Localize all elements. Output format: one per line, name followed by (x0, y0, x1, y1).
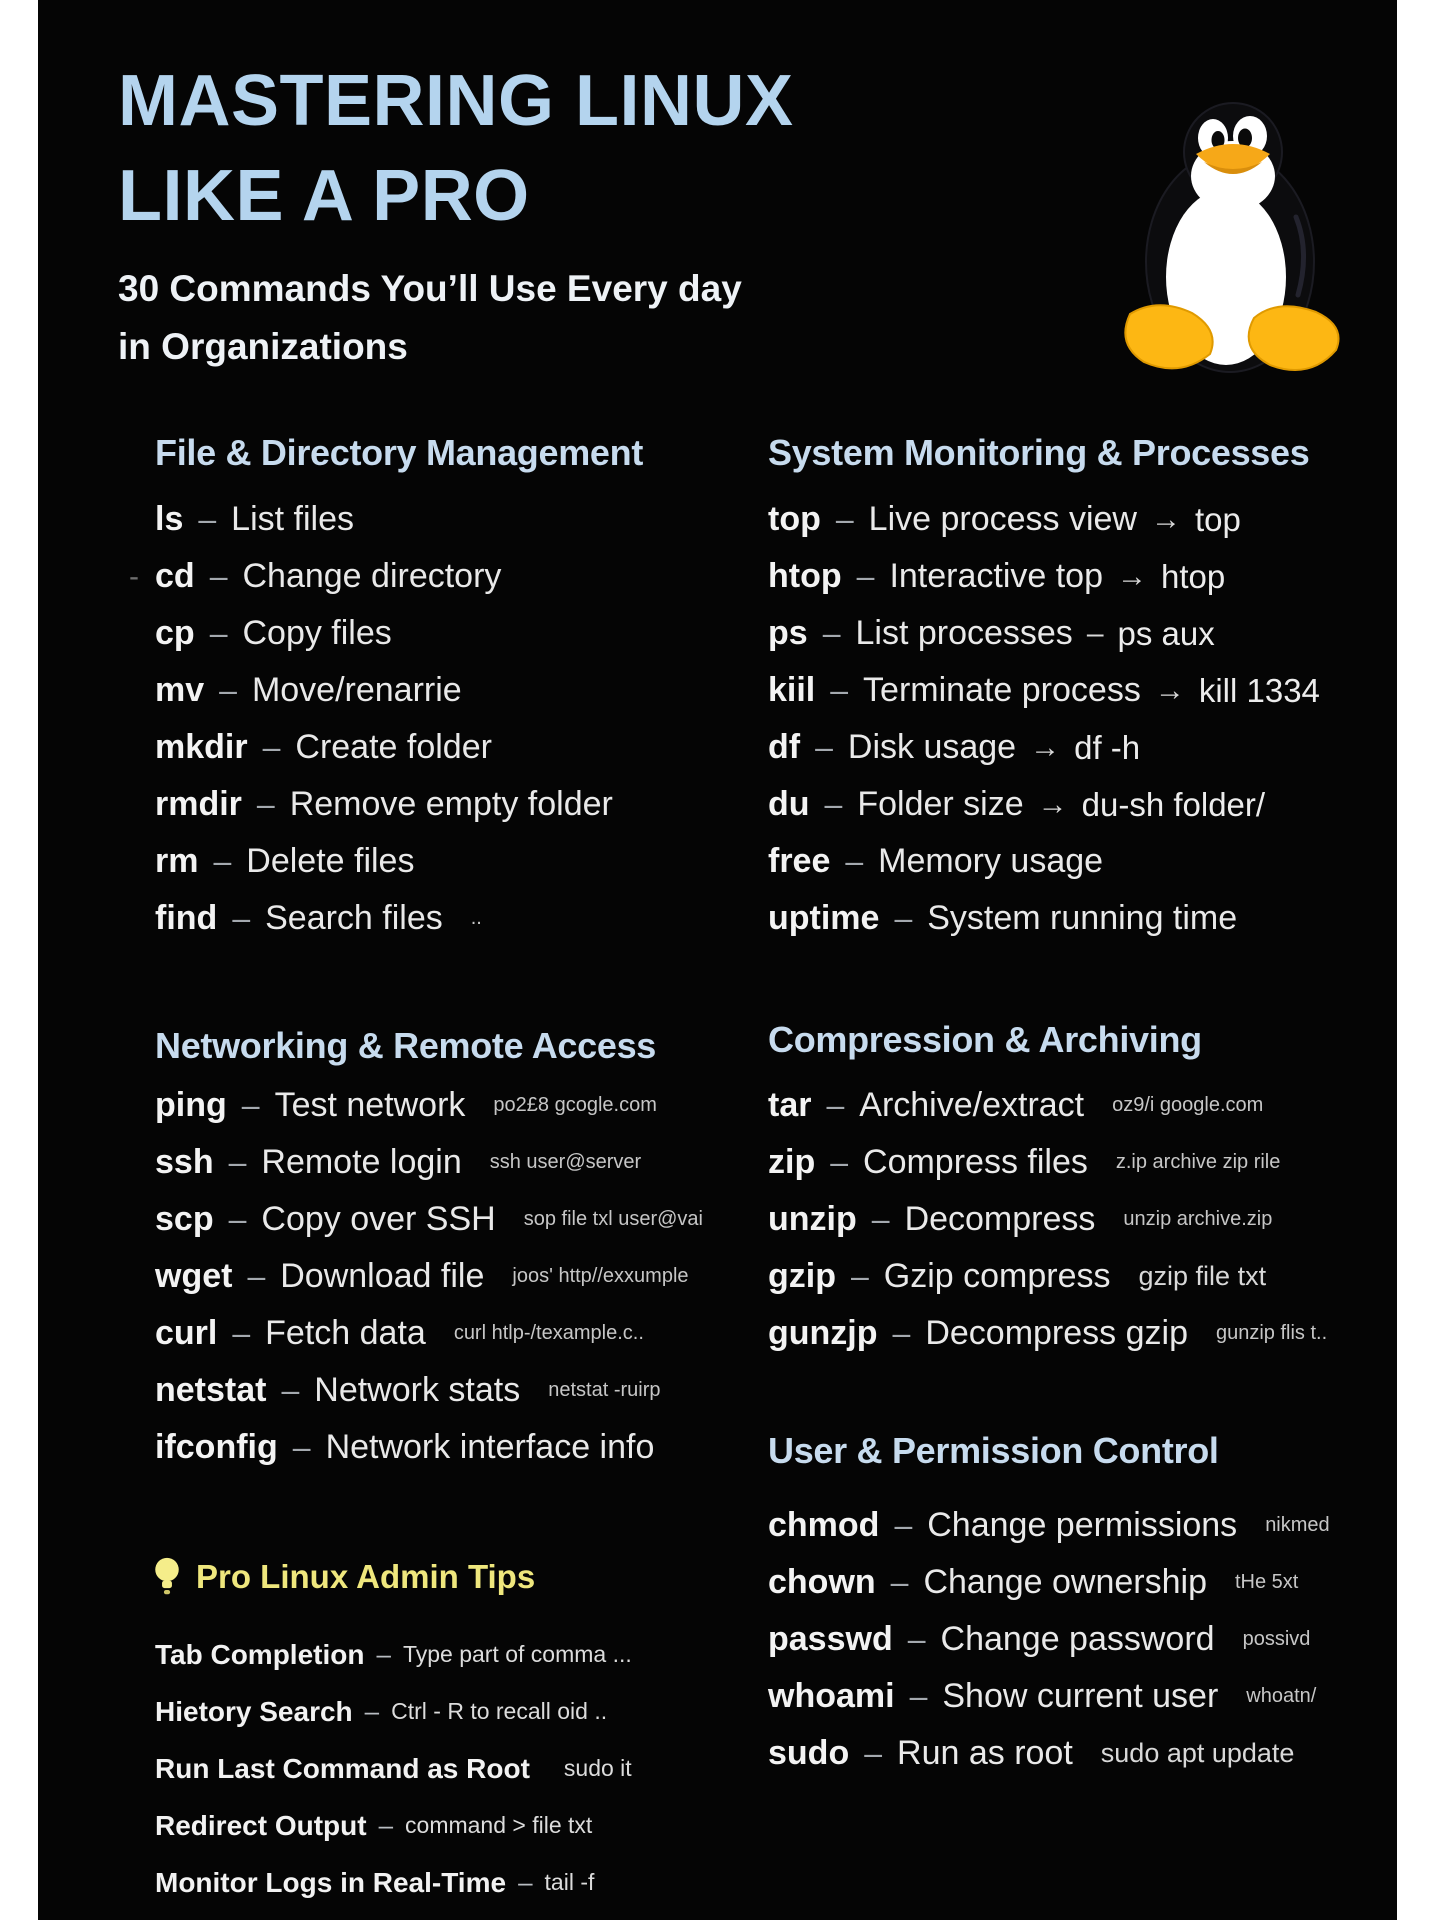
tip-label: Monitor Logs in Real-Time (155, 1866, 507, 1898)
dash-separator: – (909, 1678, 928, 1714)
tip-label: Redirect Output (155, 1809, 367, 1841)
command-usage: ps aux (1117, 614, 1215, 652)
dash-separator: – (894, 900, 913, 936)
section-title-compression: Compression & Archiving (768, 1019, 1202, 1060)
dash-separator: – (890, 1564, 909, 1600)
command-name: find (155, 899, 218, 937)
section-system-monitoring-rows (768, 491, 1320, 947)
command-name: curl (155, 1314, 218, 1352)
command-description: Copy files (242, 614, 392, 652)
linux-commands-poster (38, 0, 1397, 1920)
command-description: Copy over SSH (261, 1200, 496, 1238)
dash-separator: – (815, 729, 833, 765)
command-row (768, 1305, 1327, 1362)
dash-separator: – (830, 1144, 849, 1180)
command-row (155, 605, 613, 662)
command-prefix: - (129, 559, 139, 593)
command-name: rm (155, 842, 199, 880)
command-name: passwd (768, 1620, 893, 1658)
command-name: netstat (155, 1371, 267, 1409)
title-line-1: MASTERING LINUX (118, 61, 794, 141)
tip-row (155, 1797, 632, 1854)
tux-penguin-icon (1118, 92, 1348, 374)
dash-separator: – (232, 1315, 251, 1351)
command-description: Move/renarrie (251, 671, 462, 709)
command-description: Search files (265, 899, 443, 937)
command-row (768, 1134, 1327, 1191)
arrow-symbol: → (1037, 787, 1068, 821)
dash-separator: – (864, 1735, 883, 1771)
tip-label: Tab Completion (155, 1638, 365, 1670)
command-row (155, 1305, 703, 1362)
command-example: gunzip flis t.. (1215, 1322, 1328, 1344)
dash-separator: – (198, 501, 217, 537)
dash-separator: – (213, 843, 232, 879)
dash-separator: – (871, 1201, 890, 1237)
command-row (768, 833, 1320, 890)
command-description: Gzip compress (883, 1257, 1111, 1295)
dash-separator: – (228, 1201, 247, 1237)
subtitle-line-2: in Organizations (118, 326, 408, 367)
command-row (768, 1077, 1327, 1134)
dash-separator: – (209, 558, 228, 594)
command-name: ssh (155, 1143, 214, 1181)
dash-separator: – (376, 1639, 391, 1669)
command-example: whoatn/ (1246, 1685, 1317, 1707)
command-name: ls (155, 500, 184, 538)
command-name: whoami (768, 1677, 895, 1715)
command-name: unzip (768, 1200, 857, 1238)
command-name: du (768, 785, 810, 823)
dash-separator: – (256, 786, 275, 822)
title-line-2: LIKE A PRO (118, 156, 530, 236)
section-networking-rows (155, 1077, 703, 1476)
arrow-symbol: → (1154, 673, 1185, 707)
section-file-directory-rows (129, 491, 613, 947)
dash-separator: – (845, 843, 864, 879)
command-name: zip (768, 1143, 816, 1181)
command-row (155, 1248, 703, 1305)
command-row (768, 548, 1320, 605)
dash-separator: – (850, 1258, 869, 1294)
command-name: rmdir (155, 785, 242, 823)
command-row (155, 662, 613, 719)
page-subtitle (118, 260, 742, 376)
command-row (768, 1191, 1327, 1248)
section-compression-rows (768, 1077, 1327, 1362)
command-example: oz9/i google.com (1112, 1094, 1264, 1116)
lightbulb-icon (152, 1556, 182, 1598)
command-row (768, 662, 1320, 719)
command-usage: du-sh folder/ (1081, 785, 1266, 823)
command-example: ssh user@server (489, 1151, 642, 1173)
tip-row (155, 1683, 632, 1740)
command-example: tHe 5xt (1235, 1571, 1299, 1593)
command-description: Archive/extract (859, 1086, 1085, 1124)
command-name: free (768, 842, 831, 880)
command-row (155, 491, 613, 548)
command-description: Disk usage (847, 728, 1017, 766)
command-description: Network interface info (325, 1428, 655, 1466)
command-name: mkdir (155, 728, 248, 766)
command-description: Delete files (246, 842, 415, 880)
command-example: po2£8 gcogle.com (493, 1094, 657, 1116)
command-row (768, 1725, 1330, 1782)
page-margin-right (1397, 0, 1440, 1920)
command-name: gunzjp (768, 1314, 878, 1352)
dash-separator: – (219, 672, 237, 708)
command-description: Network stats (314, 1371, 521, 1409)
arrow-symbol: → (1117, 559, 1147, 593)
dash-separator: – (518, 1867, 533, 1897)
tips-heading (152, 1556, 535, 1598)
command-row (155, 1191, 703, 1248)
command-name: mv (155, 671, 205, 709)
dash-separator: – (907, 1621, 926, 1657)
command-name: uptime (768, 899, 880, 937)
arrow-symbol: → (1030, 730, 1061, 764)
command-name: top (768, 500, 821, 538)
command-example: curl htlp-/texample.c.. (453, 1322, 644, 1344)
command-row (155, 833, 613, 890)
dash-separator: – (364, 1696, 380, 1726)
command-description: Remove empty folder (289, 785, 613, 823)
command-example: joos' http//exxumple (512, 1265, 689, 1287)
subtitle-line-1: 30 Commands You’ll Use Every day (118, 268, 742, 309)
dash-separator: – (262, 729, 281, 765)
command-name: cp (155, 614, 195, 652)
command-usage: top (1195, 500, 1241, 538)
dash-separator: – (247, 1258, 266, 1294)
command-row (155, 1134, 703, 1191)
dash-separator: – (228, 1144, 247, 1180)
dash-separator: – (822, 615, 841, 651)
command-description: Live process view (868, 500, 1137, 538)
command-row (155, 1077, 703, 1134)
command-name: ps (768, 614, 808, 652)
command-description: Change permissions (927, 1506, 1238, 1544)
dash-separator: – (292, 1429, 311, 1465)
command-description: Folder size (857, 785, 1024, 823)
dash-separator: – (241, 1087, 260, 1123)
command-description: Change password (940, 1620, 1215, 1658)
command-description: Compress files (863, 1143, 1088, 1181)
command-name: ifconfig (155, 1428, 278, 1466)
page-margin-left (0, 0, 38, 1920)
dash-separator: – (856, 558, 875, 594)
command-description: Terminate process (863, 671, 1141, 709)
tip-row (155, 1626, 632, 1683)
command-name: htop (768, 557, 842, 595)
command-example: sop file txl user@vai (523, 1208, 703, 1230)
command-row (129, 548, 613, 605)
tips-title: Pro Linux Admin Tips (196, 1558, 536, 1595)
command-description: Fetch data (265, 1314, 426, 1352)
command-usage: df -h (1074, 728, 1141, 766)
command-name: sudo (768, 1734, 850, 1772)
command-example: unzip archive.zip (1123, 1208, 1273, 1230)
command-usage: kill 1334 (1198, 671, 1320, 709)
dash-separator: – (824, 786, 843, 822)
command-row (155, 1419, 703, 1476)
command-description: Memory usage (878, 842, 1104, 880)
command-row (768, 890, 1320, 947)
section-title-file-directory: File & Directory Management (155, 432, 644, 473)
command-name: gzip (768, 1257, 836, 1295)
command-description: Test network (274, 1086, 466, 1124)
command-row (155, 890, 613, 947)
command-name: tar (768, 1086, 812, 1124)
command-row (768, 1668, 1330, 1725)
command-row (155, 1362, 703, 1419)
command-description: Create folder (295, 728, 492, 766)
arrow-symbol: → (1151, 502, 1181, 536)
command-row (768, 719, 1320, 776)
command-example: .. (470, 907, 482, 929)
tip-description: sudo it (563, 1755, 632, 1781)
command-description: List files (231, 500, 354, 538)
tip-label: Run Last Command as Root (155, 1752, 530, 1784)
command-row (155, 776, 613, 833)
command-row (768, 491, 1320, 548)
command-row (768, 1497, 1330, 1554)
command-name: scp (155, 1200, 214, 1238)
command-row (768, 1611, 1330, 1668)
command-example: gzip file txt (1138, 1261, 1267, 1291)
command-description: Change directory (242, 557, 502, 595)
tip-description: command > file txt (405, 1812, 593, 1838)
tip-description: Type part of comma ... (402, 1641, 632, 1667)
command-name: chmod (768, 1506, 880, 1544)
command-name: kiil (768, 671, 816, 709)
command-usage: htop (1161, 557, 1226, 595)
arrow-symbol: – (1086, 616, 1104, 650)
command-name: cd (155, 557, 195, 595)
tip-row (155, 1854, 632, 1911)
command-description: Show current user (942, 1677, 1219, 1715)
command-example: netstat -ruirp (548, 1379, 661, 1401)
section-title-user-permission: User & Permission Control (768, 1430, 1219, 1471)
command-example: possivd (1242, 1628, 1311, 1650)
tip-label: Hietory Search (155, 1695, 353, 1727)
command-description: Remote login (261, 1143, 462, 1181)
command-description: Download file (280, 1257, 485, 1295)
command-description: Decompress gzip (925, 1314, 1188, 1352)
dash-separator: – (232, 900, 251, 936)
command-name: wget (155, 1257, 233, 1295)
tips-rows (155, 1626, 632, 1911)
dash-separator: – (378, 1810, 394, 1840)
page-title (118, 54, 794, 244)
command-example: nikmed (1265, 1514, 1330, 1536)
command-row (768, 605, 1320, 662)
dash-separator: – (830, 672, 849, 708)
command-description: Run as root (897, 1734, 1073, 1772)
dash-separator: – (826, 1087, 845, 1123)
command-row (155, 719, 613, 776)
dash-separator: – (835, 501, 854, 537)
command-description: Decompress (904, 1200, 1096, 1238)
dash-separator: – (894, 1507, 913, 1543)
command-description: Change ownership (923, 1563, 1207, 1601)
command-row (768, 776, 1320, 833)
command-row (768, 1248, 1327, 1305)
section-title-system-monitoring: System Monitoring & Processes (768, 432, 1310, 473)
dash-separator: – (892, 1315, 911, 1351)
command-description: Interactive top (889, 557, 1103, 595)
tip-row (155, 1740, 632, 1797)
section-title-networking: Networking & Remote Access (155, 1025, 657, 1066)
command-description: System running time (927, 899, 1238, 937)
tip-description: Ctrl - R to recall oid .. (391, 1698, 608, 1724)
command-name: ping (155, 1086, 227, 1124)
command-row (768, 1554, 1330, 1611)
command-name: df (768, 728, 801, 766)
command-description: List processes (855, 614, 1073, 652)
dash-separator: – (209, 615, 228, 651)
command-example: z.ip archive zip rile (1115, 1151, 1281, 1173)
section-user-permission-rows (768, 1497, 1330, 1782)
tip-description: tail -f (544, 1869, 595, 1895)
dash-separator: – (281, 1372, 300, 1408)
command-example: sudo apt update (1100, 1738, 1295, 1768)
command-name: chown (768, 1563, 876, 1601)
